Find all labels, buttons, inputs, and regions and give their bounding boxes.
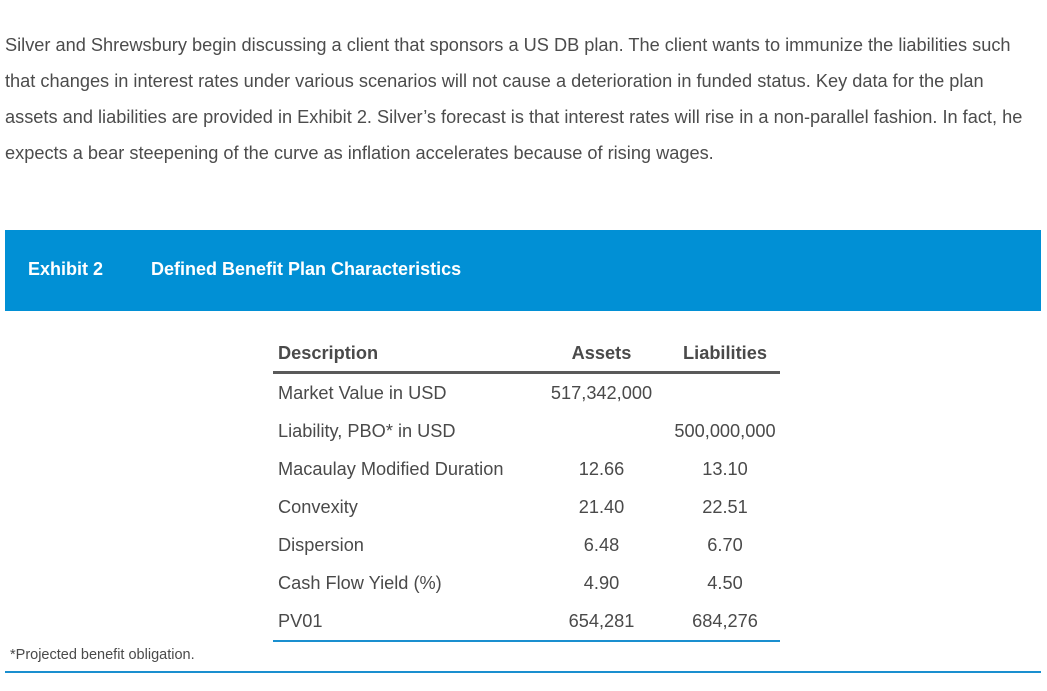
exhibit-header <box>5 230 1041 311</box>
header-description: Description <box>273 335 533 373</box>
row-assets <box>533 412 665 450</box>
row-assets: 654,281 <box>533 602 665 641</box>
table-row <box>273 488 780 526</box>
exhibit-number: Exhibit 2 <box>28 259 104 279</box>
plan-characteristics-table <box>273 335 780 642</box>
table-row <box>273 412 780 450</box>
row-assets: 517,342,000 <box>550 382 653 403</box>
row-description: Dispersion <box>278 534 364 555</box>
table-row <box>273 564 780 602</box>
row-assets: 21.40 <box>578 496 625 517</box>
table-row <box>273 526 780 564</box>
row-liabilities: 500,000,000 <box>674 420 776 441</box>
exhibit-title: Defined Benefit Plan Characteristics <box>151 259 462 279</box>
intro-paragraph: Silver and Shrewsbury begin discussing a client that sponsors a US DB plan. The client wants to immunize the liabilities such that changes in interest rates under various scenarios will not cause a deterioration in funded status. Key data for the plan assets and liabilities are provided in Exhibit 2. Silver’s forecast is that interest rates will rise in a non-parallel fashion. In fact, he expects a bear steepening of the curve as inflation accelerates because of rising wages. <box>5 35 1023 163</box>
row-liabilities: 6.70 <box>707 534 743 555</box>
row-description: PV01 <box>273 602 533 641</box>
row-assets: 6.48 <box>583 534 620 555</box>
row-description: Macaulay Modified Duration <box>278 458 504 479</box>
bottom-divider <box>5 671 1041 673</box>
row-description: Market Value in USD <box>278 382 447 403</box>
row-liabilities: 22.51 <box>702 496 748 517</box>
table-row <box>273 373 780 413</box>
row-liabilities: 4.50 <box>707 572 743 593</box>
row-assets: 12.66 <box>578 458 625 479</box>
table-header-row <box>273 335 780 373</box>
row-liabilities: 13.10 <box>702 458 748 479</box>
table-row <box>273 602 780 641</box>
row-liabilities: 684,276 <box>665 602 780 641</box>
header-assets: Assets <box>533 335 665 373</box>
row-description: Convexity <box>278 496 358 517</box>
row-assets: 4.90 <box>583 572 620 593</box>
footnote: *Projected benefit obligation. <box>10 647 195 663</box>
row-description: Cash Flow Yield (%) <box>278 572 442 593</box>
table-row <box>273 450 780 488</box>
row-description: Liability, PBO* in USD <box>278 420 456 441</box>
row-liabilities <box>665 373 780 413</box>
header-liabilities: Liabilities <box>665 335 780 373</box>
